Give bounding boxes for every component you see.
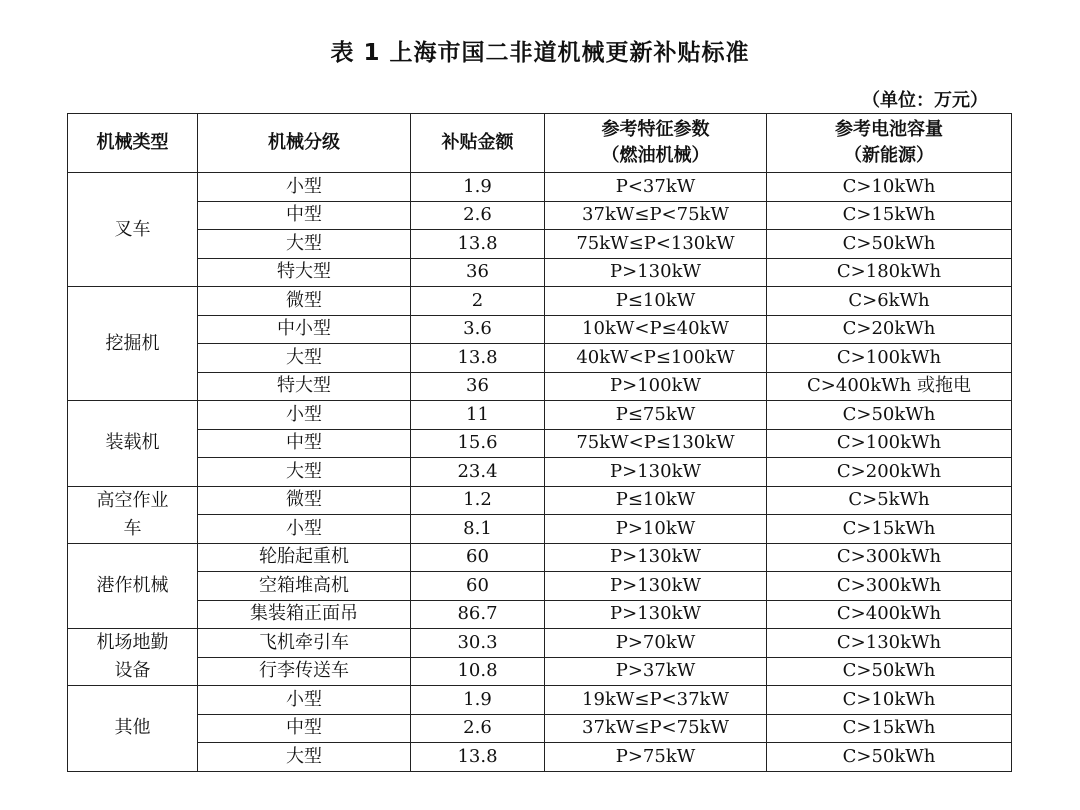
table-row bbox=[68, 458, 1012, 487]
machine-type-line: 车 bbox=[123, 517, 142, 539]
header-grade: 机械分级 bbox=[198, 114, 411, 173]
table-row bbox=[68, 629, 1012, 658]
battery-cell: C>15kWh bbox=[767, 515, 1012, 544]
amount-cell: 60 bbox=[411, 572, 545, 601]
subsidy-table bbox=[67, 113, 1012, 772]
amount-cell: 8.1 bbox=[411, 515, 545, 544]
param-cell: P>75kW bbox=[545, 743, 767, 772]
amount-cell: 13.8 bbox=[411, 344, 545, 373]
param-cell: P>130kW bbox=[545, 600, 767, 629]
grade-cell: 大型 bbox=[198, 743, 411, 772]
machine-type-line: 设备 bbox=[114, 660, 151, 681]
amount-cell: 86.7 bbox=[411, 600, 545, 629]
amount-cell: 2.6 bbox=[411, 201, 545, 230]
battery-cell: C>5kWh bbox=[767, 486, 1012, 515]
amount-cell: 3.6 bbox=[411, 315, 545, 344]
table-row bbox=[68, 344, 1012, 373]
amount-cell: 10.8 bbox=[411, 657, 545, 686]
grade-cell: 小型 bbox=[198, 173, 411, 202]
grade-cell: 中型 bbox=[198, 201, 411, 230]
table-title: 表 1 上海市国二非道机械更新补贴标准 bbox=[330, 40, 750, 66]
amount-cell: 2 bbox=[411, 287, 545, 316]
header-battery bbox=[767, 114, 1012, 173]
machine-type-cell bbox=[68, 629, 198, 686]
param-cell: 75kW<P≤130kW bbox=[545, 429, 767, 458]
amount-cell: 13.8 bbox=[411, 743, 545, 772]
amount-cell: 36 bbox=[411, 372, 545, 401]
amount-cell: 30.3 bbox=[411, 629, 545, 658]
battery-cell: C>10kWh bbox=[767, 173, 1012, 202]
amount-cell: 1.2 bbox=[411, 486, 545, 515]
table-row bbox=[68, 743, 1012, 772]
machine-type-line: 港作机械 bbox=[96, 574, 169, 596]
machine-type-line: 高空作业 bbox=[96, 489, 169, 511]
machine-type-cell bbox=[68, 401, 198, 487]
grade-cell: 微型 bbox=[198, 486, 411, 515]
grade-cell: 小型 bbox=[198, 686, 411, 715]
header-param-line2: （燃油机械） bbox=[601, 145, 710, 166]
battery-cell: C>10kWh bbox=[767, 686, 1012, 715]
table-row bbox=[68, 258, 1012, 287]
grade-cell: 大型 bbox=[198, 344, 411, 373]
machine-type-cell bbox=[68, 686, 198, 772]
param-cell: P<37kW bbox=[545, 173, 767, 202]
grade-cell: 轮胎起重机 bbox=[198, 543, 411, 572]
amount-cell: 60 bbox=[411, 543, 545, 572]
table-row bbox=[68, 600, 1012, 629]
header-row bbox=[68, 114, 1012, 173]
table-row bbox=[68, 173, 1012, 202]
header-param bbox=[545, 114, 767, 173]
table-row bbox=[68, 714, 1012, 743]
amount-cell: 13.8 bbox=[411, 230, 545, 259]
table-row bbox=[68, 287, 1012, 316]
header-battery-line2: （新能源） bbox=[844, 145, 934, 166]
battery-cell: C>400kWh bbox=[767, 600, 1012, 629]
table-row bbox=[68, 572, 1012, 601]
battery-cell: C>300kWh bbox=[767, 543, 1012, 572]
battery-cell: C>300kWh bbox=[767, 572, 1012, 601]
battery-cell: C>6kWh bbox=[767, 287, 1012, 316]
grade-cell: 大型 bbox=[198, 458, 411, 487]
header-amount: 补贴金额 bbox=[411, 114, 545, 173]
table-row bbox=[68, 429, 1012, 458]
grade-cell: 中型 bbox=[198, 714, 411, 743]
battery-cell: C>50kWh bbox=[767, 743, 1012, 772]
table-row bbox=[68, 230, 1012, 259]
amount-cell: 1.9 bbox=[411, 686, 545, 715]
param-cell: 37kW≤P<75kW bbox=[545, 201, 767, 230]
battery-cell: C>20kWh bbox=[767, 315, 1012, 344]
machine-type-line: 挖掘机 bbox=[105, 332, 160, 354]
grade-cell: 中型 bbox=[198, 429, 411, 458]
battery-cell: C>15kWh bbox=[767, 201, 1012, 230]
machine-type-cell bbox=[68, 486, 198, 543]
table-row bbox=[68, 657, 1012, 686]
param-cell: P≤10kW bbox=[545, 287, 767, 316]
machine-type-cell bbox=[68, 543, 198, 629]
param-cell: P≤10kW bbox=[545, 486, 767, 515]
table-row bbox=[68, 401, 1012, 430]
machine-type-line: 机场地勤 bbox=[96, 632, 169, 653]
battery-cell: C>400kWh 或拖电 bbox=[767, 372, 1012, 401]
param-cell: 19kW≤P<37kW bbox=[545, 686, 767, 715]
unit-label: （单位：万元） bbox=[862, 90, 988, 111]
param-cell: P>130kW bbox=[545, 543, 767, 572]
grade-cell: 行李传送车 bbox=[198, 657, 411, 686]
machine-type-line: 叉车 bbox=[114, 218, 151, 240]
table-row bbox=[68, 515, 1012, 544]
grade-cell: 特大型 bbox=[198, 258, 411, 287]
table-row bbox=[68, 543, 1012, 572]
header-battery-line1: 参考电池容量 bbox=[835, 119, 943, 140]
grade-cell: 微型 bbox=[198, 287, 411, 316]
table-row bbox=[68, 372, 1012, 401]
param-cell: P>37kW bbox=[545, 657, 767, 686]
header-type: 机械类型 bbox=[68, 114, 198, 173]
battery-cell: C>15kWh bbox=[767, 714, 1012, 743]
table-row bbox=[68, 201, 1012, 230]
battery-cell: C>200kWh bbox=[767, 458, 1012, 487]
param-cell: P≤75kW bbox=[545, 401, 767, 430]
param-cell: 75kW≤P<130kW bbox=[545, 230, 767, 259]
battery-cell: C>130kWh bbox=[767, 629, 1012, 658]
param-cell: P>70kW bbox=[545, 629, 767, 658]
param-cell: P>130kW bbox=[545, 458, 767, 487]
machine-type-line: 其他 bbox=[114, 717, 151, 739]
amount-cell: 11 bbox=[411, 401, 545, 430]
param-cell: P>130kW bbox=[545, 258, 767, 287]
battery-cell: C>100kWh bbox=[767, 429, 1012, 458]
battery-cell: C>50kWh bbox=[767, 401, 1012, 430]
grade-cell: 大型 bbox=[198, 230, 411, 259]
param-cell: P>10kW bbox=[545, 515, 767, 544]
battery-cell: C>50kWh bbox=[767, 657, 1012, 686]
grade-cell: 空箱堆高机 bbox=[198, 572, 411, 601]
amount-cell: 15.6 bbox=[411, 429, 545, 458]
table-row bbox=[68, 686, 1012, 715]
param-cell: 10kW<P≤40kW bbox=[545, 315, 767, 344]
grade-cell: 飞机牵引车 bbox=[198, 629, 411, 658]
table-row bbox=[68, 315, 1012, 344]
amount-cell: 23.4 bbox=[411, 458, 545, 487]
header-param-line1: 参考特征参数 bbox=[601, 119, 710, 140]
table-body bbox=[68, 173, 1012, 772]
battery-cell: C>180kWh bbox=[767, 258, 1012, 287]
grade-cell: 中小型 bbox=[198, 315, 411, 344]
battery-cell: C>100kWh bbox=[767, 344, 1012, 373]
machine-type-line: 装载机 bbox=[105, 432, 160, 454]
grade-cell: 集装箱正面吊 bbox=[198, 600, 411, 629]
param-cell: 40kW<P≤100kW bbox=[545, 344, 767, 373]
param-cell: 37kW≤P<75kW bbox=[545, 714, 767, 743]
amount-cell: 2.6 bbox=[411, 714, 545, 743]
machine-type-cell bbox=[68, 287, 198, 401]
grade-cell: 小型 bbox=[198, 515, 411, 544]
table-row bbox=[68, 486, 1012, 515]
battery-cell: C>50kWh bbox=[767, 230, 1012, 259]
amount-cell: 1.9 bbox=[411, 173, 545, 202]
param-cell: P>100kW bbox=[545, 372, 767, 401]
machine-type-cell bbox=[68, 173, 198, 287]
amount-cell: 36 bbox=[411, 258, 545, 287]
param-cell: P>130kW bbox=[545, 572, 767, 601]
grade-cell: 小型 bbox=[198, 401, 411, 430]
grade-cell: 特大型 bbox=[198, 372, 411, 401]
